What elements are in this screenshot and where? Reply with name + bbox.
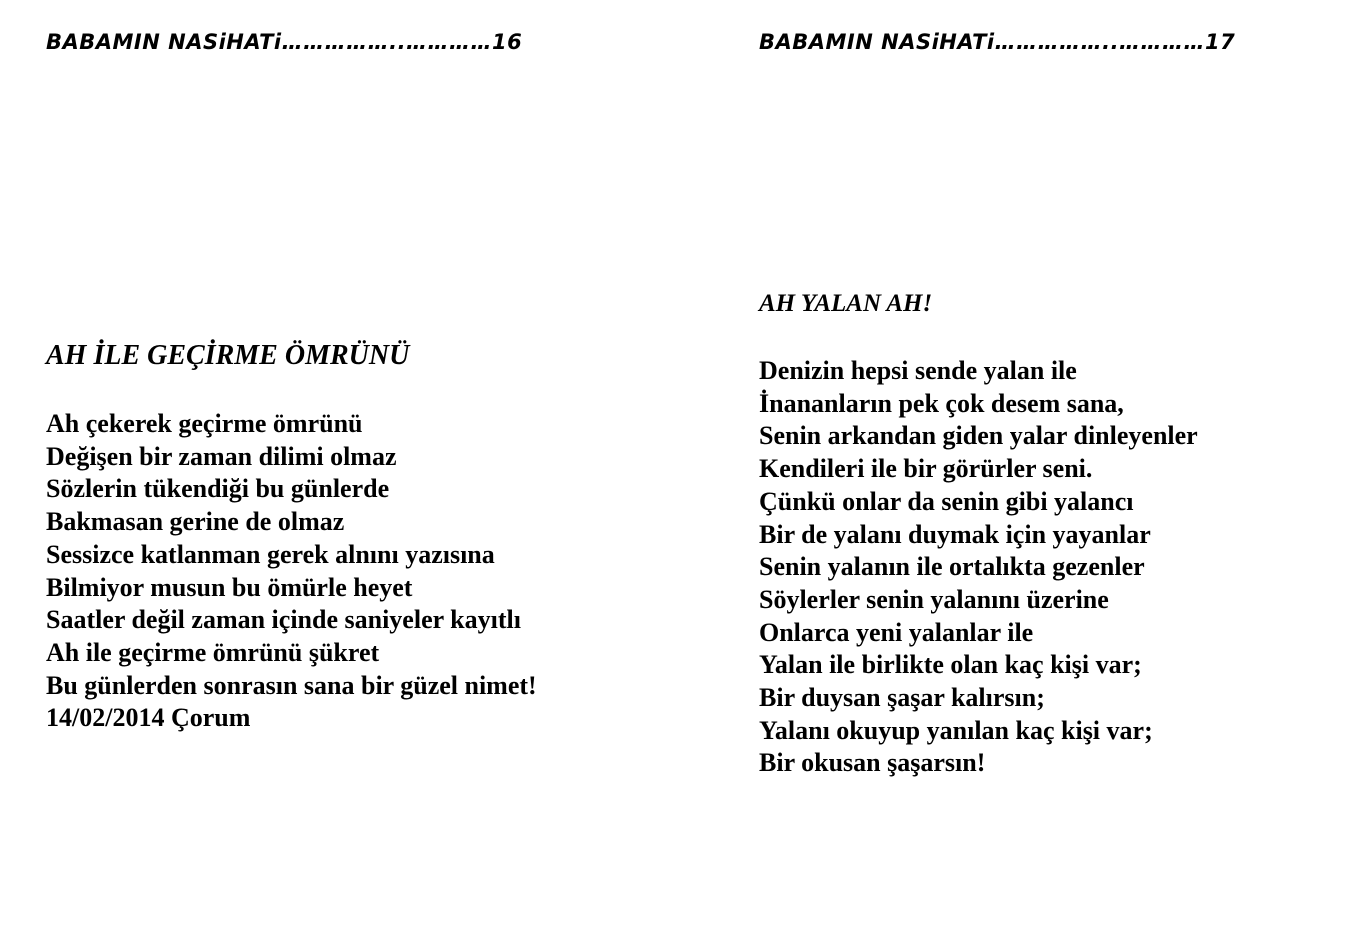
- poem-line: Söylerler senin yalanını üzerine: [759, 584, 1109, 614]
- poem-line: Ah çekerek geçirme ömrünü: [46, 409, 363, 438]
- poem-line: Senin arkandan giden yalar dinleyenler: [759, 421, 1198, 451]
- poem-title-left: AH İLE GEÇİRME ÖMRÜNÜ: [46, 340, 410, 371]
- poem-line: Onlarca yeni yalanlar ile: [759, 617, 1034, 647]
- poem-line: Senin yalanın ile ortalıkta gezenler: [759, 552, 1145, 582]
- poem-line: İnananların pek çok desem sana,: [759, 388, 1124, 418]
- poem-line: Bir de yalanı duymak için yayanlar: [759, 519, 1151, 549]
- poem-line: Bir duysan şaşar kalırsın;: [759, 683, 1045, 713]
- poem-line: Ah ile geçirme ömrünü şükret: [46, 637, 380, 667]
- poem-line: Sessizce katlanman gerek alnını yazısına: [46, 539, 495, 569]
- poem-line: Denizin hepsi sende yalan ile: [759, 356, 1077, 385]
- running-header-right: BABAMIN NASiHATi……………..…………17: [759, 30, 1236, 54]
- poem-body-left: [46, 408, 537, 735]
- poem-line: Yalan ile birlikte olan kaç kişi var;: [759, 650, 1142, 680]
- right-page: [684, 0, 1368, 945]
- poem-line: Değişen bir zaman dilimi olmaz: [46, 441, 397, 471]
- poem-line: Bakmasan gerine de olmaz: [46, 507, 345, 537]
- poem-line: Bir okusan şaşarsın!: [759, 748, 986, 778]
- poem-date-place: 14/02/2014 Çorum: [46, 703, 251, 733]
- poem-body-right: [759, 355, 1198, 780]
- poem-line: Yalanı okuyup yanılan kaç kişi var;: [759, 715, 1153, 745]
- poem-line: Sözlerin tükendiği bu günlerde: [46, 474, 390, 504]
- poem-line: Kendileri ile bir görürler seni.: [759, 454, 1093, 484]
- poem-line: Çünkü onlar da senin gibi yalancı: [759, 486, 1134, 516]
- poem-line: Bu günlerden sonrasın sana bir güzel nimet!: [46, 670, 537, 700]
- poem-title-right: AH YALAN AH!: [759, 290, 933, 317]
- left-page: [0, 0, 684, 945]
- poem-line: Bilmiyor musun bu ömürle heyet: [46, 572, 413, 602]
- poem-line: Saatler değil zaman içinde saniyeler kayıtlı: [46, 605, 521, 635]
- running-header-left: BABAMIN NASiHATi……………..…………16: [46, 30, 523, 54]
